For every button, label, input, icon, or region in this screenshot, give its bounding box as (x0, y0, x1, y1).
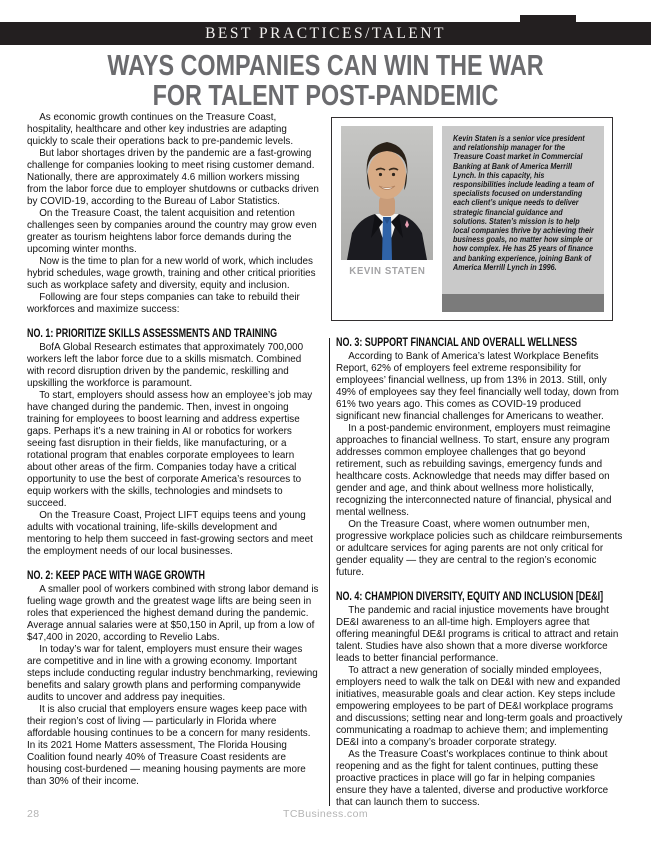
body-paragraph: According to Bank of America’s latest Workplace Benefits Report, 62% of employers feel extreme responsibility for employees’ financial wellness, up from 13% in 2013. Still, only 49% of employees say they feel financially well today, down from 61% two years ago. This comes as COVID-19 produced significant new financial challenges for Americans to weather. (336, 350, 619, 422)
body-paragraph: To start, employers should assess how an employee’s job may have changed during the pandemic. Then, invest in ongoing training for employees to boost learning and address expertise gaps. Perhaps it’s a new training in AI or robotics for workers seeing fast disruption in their fields, like manufacturing, or a rotational program that enables corporate employees to learn about other areas of the firm. Companies today have a critical opportunity to use the best of corporate America’s resources to equip workers with the skills, technologies and mindsets to succeed. (27, 389, 313, 509)
intro-paragraph: But labor shortages driven by the pandemic are a fast-growing challenge for companies looking to meet rising customer demand. Nationally, there are approximately 4.6 million workers missing from the labor force due to employer shutdowns or cutbacks driven by COVID-19, according to the Bureau of Labor Statistics. (27, 147, 319, 207)
bio-panel-footer-bar (442, 294, 604, 312)
column-divider (329, 338, 330, 806)
page-footer (0, 806, 651, 826)
article-title-line-1: WAYS COMPANIES CAN WIN THE WAR (107, 50, 544, 82)
body-paragraph: In today’s war for talent, employers must ensure their wages are competitive and in line with a growing economy. Important steps include conducting regular industry benchmarking, reviewing benefits and salary growth plans and performing companywide audits to uncover and address pay inequities. (27, 643, 318, 703)
body-paragraph: As the Treasure Coast’s workplaces continue to think about reopening and as the fight for talent continues, putting these proactive practices in place will go far in helping companies ensure they have a talented, diverse and productive workforce that can launch them to success. (336, 748, 609, 808)
body-paragraph: To attract a new generation of socially minded employees, employers need to walk the talk on DE&I with new and expanded initiatives, measurable goals and clear action. Key steps include empowering employees to be part of DE&I workplace programs and discussions; setting near and long-term goals and proactively communicating a roadmap to achieve them; and implementing DE&I into a company’s broader corporate strategy. (336, 664, 623, 748)
section-heading-no-2: NO. 2: KEEP PACE WITH WAGE GROWTH (27, 569, 205, 582)
author-bio-panel (442, 126, 604, 312)
article-title-line-2: FOR TALENT POST-PANDEMIC (152, 79, 499, 112)
author-bio-box (331, 117, 613, 321)
section-banner-text: BEST PRACTICES/TALENT (205, 24, 446, 42)
body-paragraph: It is also crucial that employers ensure wages keep pace with their region’s cost of living — particularly in Florida where affordable housing continues to be a concern for many residents. In its 2021 Home Matters assessment, The Florida Housing Coalition found nearly 40% of Treasure Coast residents are housing cost-burdened — meaning housing payments are more than 30% of their income. (27, 703, 311, 787)
section-heading-no-3: NO. 3: SUPPORT FINANCIAL AND OVERALL WELLNESS (336, 336, 578, 349)
page-number: 28 (27, 808, 40, 820)
body-paragraph: On the Treasure Coast, Project LIFT equips teens and young adults with vocational training, life-skills development and mentoring to help them succeed in fast-growing sectors and meet the employment needs of our local businesses. (27, 509, 313, 557)
right-column (336, 336, 624, 808)
website-footer-link[interactable]: TCBusiness.com (283, 808, 368, 820)
intro-paragraph: Following are four steps companies can take to rebuild their workforces and maximize success: (27, 291, 300, 315)
intro-paragraph: Now is the time to plan for a new world of work, which includes hybrid schedules, wage growth, training and other critical priorities such as workplace safety and diversity, equity and inclusion. (27, 255, 316, 291)
body-paragraph: The pandemic and racial injustice movements have brought DE&I awareness to an all-time high. Employers agree that offering meaningful DE&I programs is critical to attract and retain talent. Studies have also shown that a more diverse workforce leads to better financial performance. (336, 604, 619, 664)
author-photo-column (340, 126, 434, 312)
body-paragraph: A smaller pool of workers combined with strong labor demand is fueling wage growth and the greatest wage lifts are being seen in roles that experienced the highest demand during the pandemic. Average annual salaries were at $50,150 in April, up from a low of $47,400 in 2020, according to Revelio Labs. (27, 583, 319, 643)
section-banner (0, 22, 651, 45)
left-column (27, 111, 319, 787)
author-bio-text: Kevin Staten is a senior vice president and relationship manager for the Treasure Coast market in Commercial Banking at Bank of America Merrill Lynch. In this capacity, his responsibilities include leading a team of specialists focused on understanding each client’s unique needs to deliver strategic financial guidance and solutions. Staten’s mission is to help local companies thrive by achieving their business goals, no matter how simple or how complex. He has 25 years of finance and banking experience, joining Bank of America Merrill Lynch in 1996. (453, 134, 594, 272)
author-photo (341, 126, 433, 260)
author-name-caption: KEVIN STATEN (348, 265, 426, 277)
body-paragraph: In a post-pandemic environment, employers must reimagine approaches to financial wellness. To start, ensure any program addresses common employee challenges that go beyond retirement, such as rebuilding savings, emergency funds and healthcare costs. Acknowledge that needs may differ based on gender and age, and think about wellness more holistically, recognizing the interconnected nature of financial, physical and mental wellness. (336, 422, 612, 518)
section-heading-no-4: NO. 4: CHAMPION DIVERSITY, EQUITY AND INCLUSION [DE&I] (336, 590, 604, 603)
section-heading-no-1: NO. 1: PRIORITIZE SKILLS ASSESSMENTS AND TRAINING (27, 327, 278, 340)
body-paragraph: BofA Global Research estimates that approximately 700,000 workers left the labor force due to a skills mismatch. Combined with record disruption driven by the pandemic, reskilling and upskilling the workforce is paramount. (27, 341, 304, 389)
intro-paragraph: As economic growth continues on the Treasure Coast, hospitality, healthcare and other key industries are adapting quickly to scale their operations back to pre-pandemic levels. (27, 111, 294, 147)
body-paragraph: On the Treasure Coast, where women outnumber men, progressive workplace policies such as childcare reimbursements or adultcare services for aging parents are not only critical for gender equality — they are central to the region’s economic future. (336, 518, 623, 578)
intro-paragraph: On the Treasure Coast, the talent acquisition and retention challenges seen by companies around the country may grow even greater as tourism heightens labor force demands during the upcoming winter months. (27, 207, 317, 255)
article-title (59, 52, 593, 111)
